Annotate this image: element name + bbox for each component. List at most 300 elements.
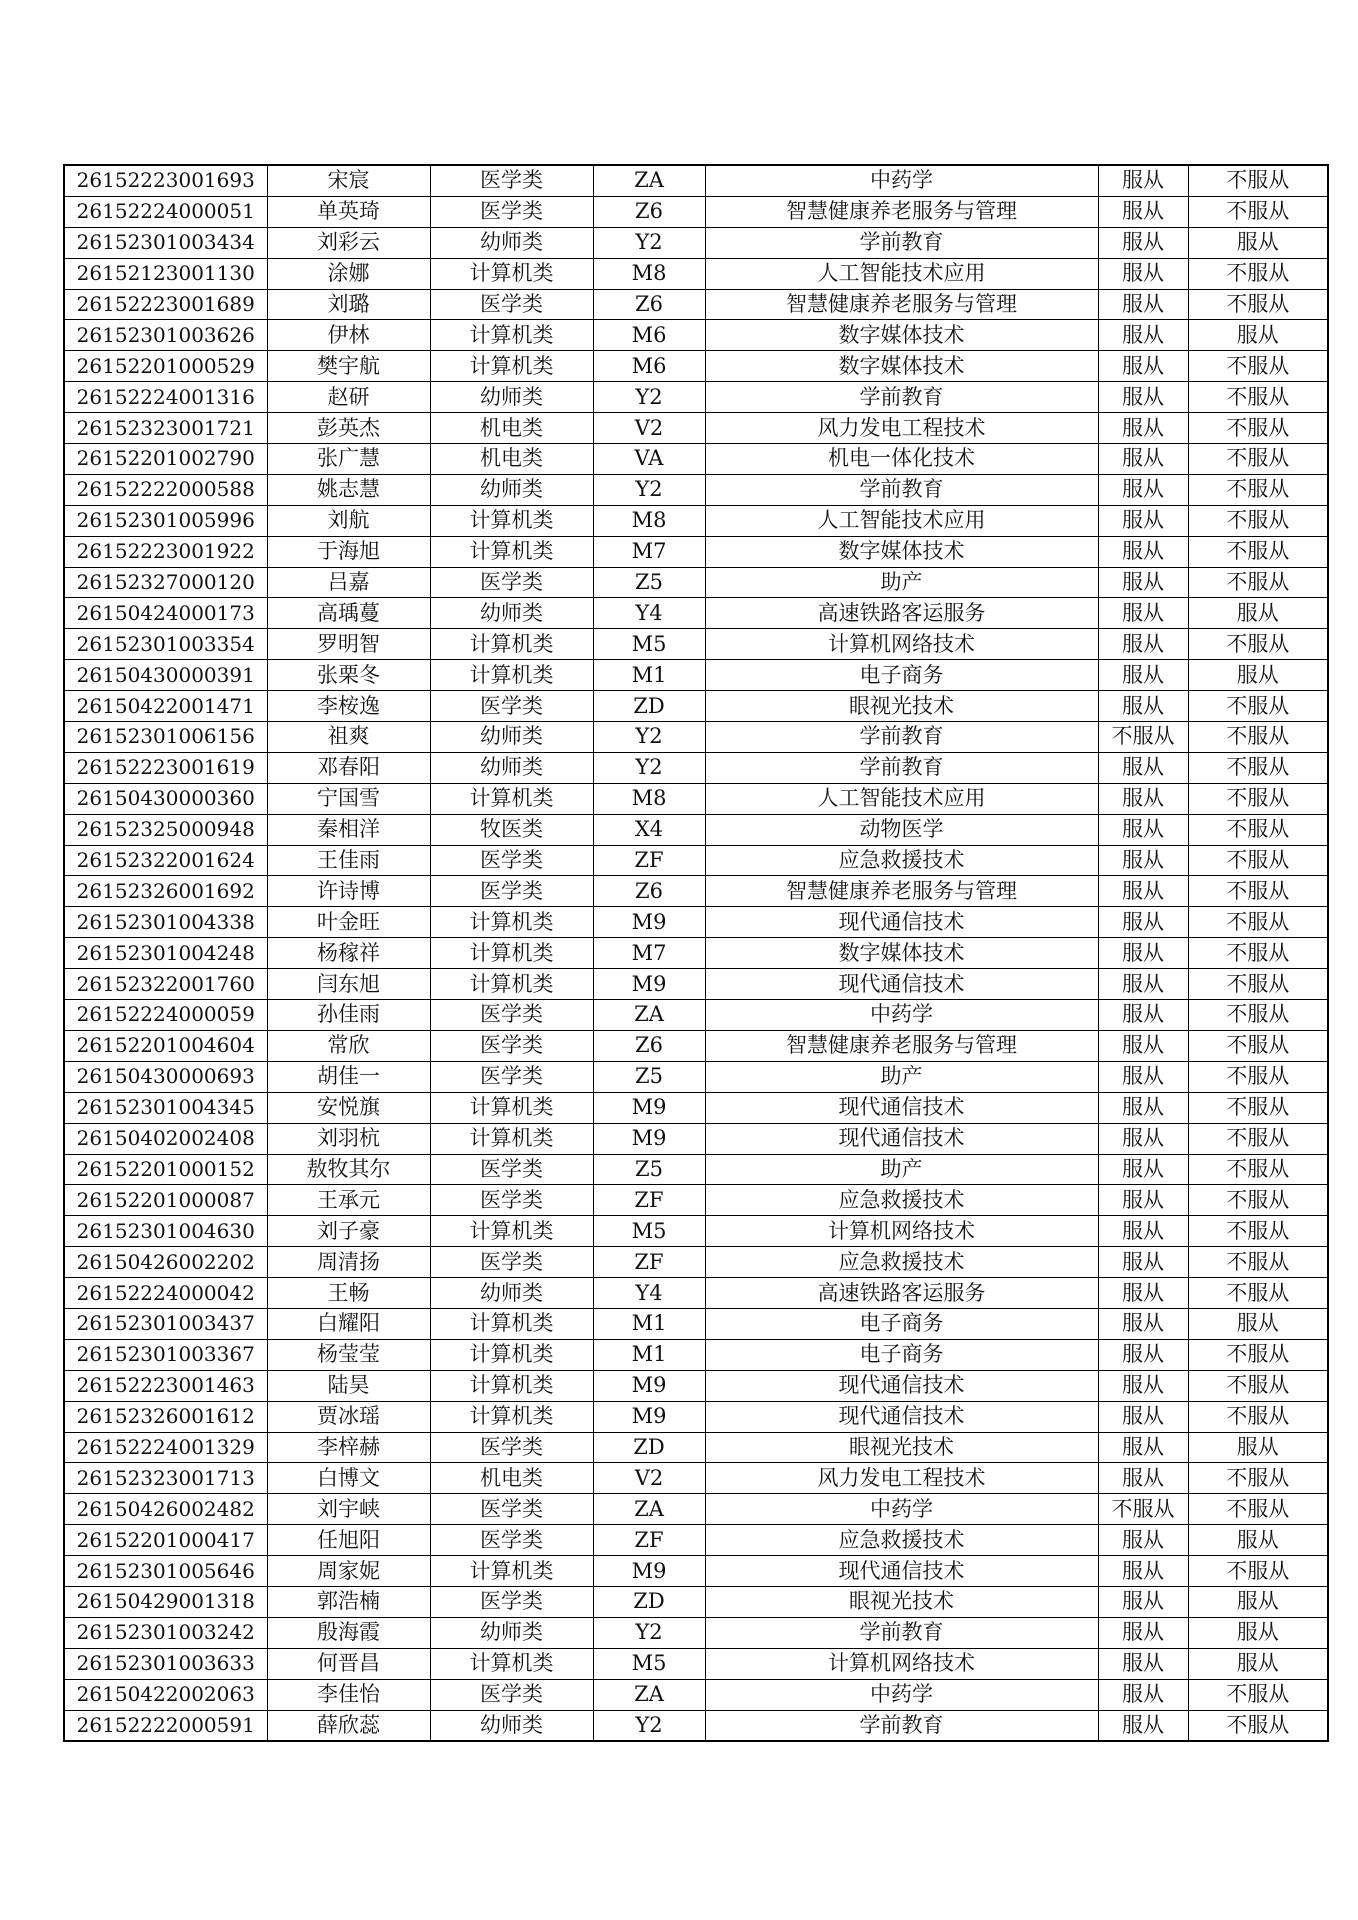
major-name-cell: 现代通信技术	[705, 1556, 1098, 1587]
adjust-school-cell: 不服从	[1188, 1000, 1328, 1031]
major-code-cell: Z6	[593, 876, 705, 907]
table-row	[64, 351, 1328, 382]
major-code-cell: Y2	[593, 1710, 705, 1741]
adjust-school-cell: 服从	[1188, 1525, 1328, 1556]
category-cell: 医学类	[430, 1000, 593, 1031]
category-cell: 计算机类	[430, 505, 593, 536]
exam-id-cell: 26152224001316	[64, 382, 267, 413]
adjust-major-cell: 服从	[1098, 351, 1188, 382]
table-row	[64, 629, 1328, 660]
adjust-major-cell: 服从	[1098, 444, 1188, 475]
major-code-cell: Z6	[593, 196, 705, 227]
major-code-cell: ZF	[593, 1247, 705, 1278]
table-row	[64, 722, 1328, 753]
exam-id-cell: 26152223001463	[64, 1370, 267, 1401]
adjust-major-cell: 服从	[1098, 227, 1188, 258]
major-code-cell: Y2	[593, 752, 705, 783]
exam-id-cell: 26152326001612	[64, 1401, 267, 1432]
adjust-school-cell: 不服从	[1188, 351, 1328, 382]
adjust-school-cell: 不服从	[1188, 907, 1328, 938]
exam-id-cell: 26150424000173	[64, 598, 267, 629]
exam-id-cell: 26152223001693	[64, 165, 267, 196]
exam-id-cell: 26152201000417	[64, 1525, 267, 1556]
major-name-cell: 现代通信技术	[705, 907, 1098, 938]
table-row	[64, 752, 1328, 783]
major-name-cell: 电子商务	[705, 1339, 1098, 1370]
major-code-cell: Y2	[593, 382, 705, 413]
major-code-cell: M9	[593, 1401, 705, 1432]
student-name-cell: 刘宇峡	[267, 1494, 430, 1525]
major-name-cell: 人工智能技术应用	[705, 505, 1098, 536]
adjust-major-cell: 服从	[1098, 1586, 1188, 1617]
category-cell: 计算机类	[430, 1370, 593, 1401]
student-name-cell: 赵研	[267, 382, 430, 413]
major-code-cell: Y2	[593, 722, 705, 753]
exam-id-cell: 26152201004604	[64, 1030, 267, 1061]
exam-id-cell: 26150422002063	[64, 1679, 267, 1710]
category-cell: 幼师类	[430, 1278, 593, 1309]
table-row	[64, 907, 1328, 938]
category-cell: 幼师类	[430, 598, 593, 629]
student-name-cell: 涂娜	[267, 258, 430, 289]
student-name-cell: 宁国雪	[267, 783, 430, 814]
table-row	[64, 536, 1328, 567]
major-name-cell: 应急救援技术	[705, 1185, 1098, 1216]
student-name-cell: 敖牧其尔	[267, 1154, 430, 1185]
student-name-cell: 李桉逸	[267, 691, 430, 722]
major-code-cell: ZF	[593, 1185, 705, 1216]
table-row	[64, 1525, 1328, 1556]
category-cell: 计算机类	[430, 1648, 593, 1679]
adjust-major-cell: 服从	[1098, 907, 1188, 938]
student-name-cell: 刘航	[267, 505, 430, 536]
category-cell: 医学类	[430, 1185, 593, 1216]
table-row	[64, 691, 1328, 722]
major-name-cell: 学前教育	[705, 1617, 1098, 1648]
category-cell: 计算机类	[430, 660, 593, 691]
major-code-cell: M9	[593, 969, 705, 1000]
major-code-cell: VA	[593, 444, 705, 475]
table-row	[64, 1308, 1328, 1339]
student-name-cell: 周清扬	[267, 1247, 430, 1278]
category-cell: 医学类	[430, 1061, 593, 1092]
major-code-cell: M5	[593, 1648, 705, 1679]
major-code-cell: M8	[593, 258, 705, 289]
adjust-major-cell: 不服从	[1098, 1494, 1188, 1525]
category-cell: 计算机类	[430, 258, 593, 289]
major-name-cell: 计算机网络技术	[705, 1216, 1098, 1247]
adjust-major-cell: 服从	[1098, 1123, 1188, 1154]
exam-id-cell: 26152224000042	[64, 1278, 267, 1309]
student-name-cell: 高瑀蔓	[267, 598, 430, 629]
major-code-cell: M7	[593, 536, 705, 567]
major-code-cell: V2	[593, 1463, 705, 1494]
adjust-school-cell: 不服从	[1188, 1278, 1328, 1309]
table-row	[64, 227, 1328, 258]
category-cell: 幼师类	[430, 1617, 593, 1648]
category-cell: 计算机类	[430, 629, 593, 660]
major-name-cell: 中药学	[705, 1000, 1098, 1031]
major-code-cell: M9	[593, 1370, 705, 1401]
student-name-cell: 伊林	[267, 320, 430, 351]
exam-id-cell: 26152201000152	[64, 1154, 267, 1185]
major-code-cell: M1	[593, 1339, 705, 1370]
adjust-school-cell: 不服从	[1188, 1061, 1328, 1092]
table-row	[64, 1370, 1328, 1401]
adjust-school-cell: 不服从	[1188, 382, 1328, 413]
adjust-school-cell: 不服从	[1188, 444, 1328, 475]
adjust-major-cell: 服从	[1098, 814, 1188, 845]
major-name-cell: 应急救援技术	[705, 1525, 1098, 1556]
adjust-major-cell: 服从	[1098, 567, 1188, 598]
major-name-cell: 眼视光技术	[705, 1432, 1098, 1463]
category-cell: 计算机类	[430, 1092, 593, 1123]
adjust-major-cell: 服从	[1098, 691, 1188, 722]
major-code-cell: Y2	[593, 474, 705, 505]
table-row	[64, 660, 1328, 691]
adjust-school-cell: 服从	[1188, 320, 1328, 351]
category-cell: 计算机类	[430, 1556, 593, 1587]
adjust-school-cell: 不服从	[1188, 1216, 1328, 1247]
adjust-school-cell: 不服从	[1188, 1494, 1328, 1525]
major-name-cell: 中药学	[705, 165, 1098, 196]
adjust-school-cell: 不服从	[1188, 289, 1328, 320]
adjust-school-cell: 不服从	[1188, 629, 1328, 660]
adjust-major-cell: 服从	[1098, 1154, 1188, 1185]
category-cell: 计算机类	[430, 938, 593, 969]
major-code-cell: M9	[593, 1123, 705, 1154]
major-code-cell: Z6	[593, 289, 705, 320]
table-row	[64, 1463, 1328, 1494]
student-name-cell: 刘子豪	[267, 1216, 430, 1247]
student-name-cell: 单英琦	[267, 196, 430, 227]
major-name-cell: 风力发电工程技术	[705, 413, 1098, 444]
adjust-school-cell: 服从	[1188, 598, 1328, 629]
adjust-major-cell: 服从	[1098, 1339, 1188, 1370]
major-code-cell: ZD	[593, 691, 705, 722]
category-cell: 幼师类	[430, 1710, 593, 1741]
table-row	[64, 165, 1328, 196]
adjust-major-cell: 服从	[1098, 629, 1188, 660]
adjust-major-cell: 服从	[1098, 969, 1188, 1000]
category-cell: 医学类	[430, 196, 593, 227]
table-row	[64, 196, 1328, 227]
exam-id-cell: 26150426002482	[64, 1494, 267, 1525]
adjust-school-cell: 不服从	[1188, 1401, 1328, 1432]
adjust-major-cell: 服从	[1098, 1000, 1188, 1031]
table-body	[64, 165, 1328, 1741]
category-cell: 医学类	[430, 1586, 593, 1617]
adjust-school-cell: 服从	[1188, 1586, 1328, 1617]
adjust-major-cell: 服从	[1098, 505, 1188, 536]
exam-id-cell: 26152301003633	[64, 1648, 267, 1679]
adjust-major-cell: 服从	[1098, 938, 1188, 969]
major-name-cell: 助产	[705, 1061, 1098, 1092]
category-cell: 计算机类	[430, 969, 593, 1000]
table-row	[64, 1216, 1328, 1247]
major-name-cell: 学前教育	[705, 1710, 1098, 1741]
adjust-school-cell: 不服从	[1188, 1339, 1328, 1370]
category-cell: 计算机类	[430, 1401, 593, 1432]
adjust-major-cell: 服从	[1098, 1247, 1188, 1278]
exam-id-cell: 26152301005646	[64, 1556, 267, 1587]
major-name-cell: 应急救援技术	[705, 845, 1098, 876]
exam-id-cell: 26152301004630	[64, 1216, 267, 1247]
adjust-school-cell: 不服从	[1188, 1679, 1328, 1710]
major-name-cell: 应急救援技术	[705, 1247, 1098, 1278]
exam-id-cell: 26152301003437	[64, 1308, 267, 1339]
major-code-cell: M8	[593, 505, 705, 536]
major-name-cell: 智慧健康养老服务与管理	[705, 196, 1098, 227]
adjust-major-cell: 服从	[1098, 660, 1188, 691]
adjust-major-cell: 服从	[1098, 1679, 1188, 1710]
major-code-cell: ZF	[593, 845, 705, 876]
major-code-cell: Y4	[593, 598, 705, 629]
student-name-cell: 郭浩楠	[267, 1586, 430, 1617]
category-cell: 计算机类	[430, 783, 593, 814]
category-cell: 牧医类	[430, 814, 593, 845]
major-name-cell: 人工智能技术应用	[705, 783, 1098, 814]
major-code-cell: ZA	[593, 165, 705, 196]
adjust-school-cell: 服从	[1188, 227, 1328, 258]
major-code-cell: M7	[593, 938, 705, 969]
category-cell: 医学类	[430, 1432, 593, 1463]
category-cell: 医学类	[430, 289, 593, 320]
major-name-cell: 眼视光技术	[705, 691, 1098, 722]
category-cell: 医学类	[430, 1679, 593, 1710]
table-row	[64, 567, 1328, 598]
student-name-cell: 何晋昌	[267, 1648, 430, 1679]
adjust-school-cell: 服从	[1188, 1308, 1328, 1339]
exam-id-cell: 26152224000051	[64, 196, 267, 227]
table-row	[64, 1679, 1328, 1710]
adjust-major-cell: 服从	[1098, 1308, 1188, 1339]
table-row	[64, 1185, 1328, 1216]
major-code-cell: ZA	[593, 1000, 705, 1031]
student-name-cell: 闫东旭	[267, 969, 430, 1000]
major-code-cell: Y4	[593, 1278, 705, 1309]
student-name-cell: 杨稼祥	[267, 938, 430, 969]
admission-table-sheet	[63, 164, 1327, 1742]
adjust-school-cell: 不服从	[1188, 505, 1328, 536]
major-name-cell: 机电一体化技术	[705, 444, 1098, 475]
student-name-cell: 张栗冬	[267, 660, 430, 691]
adjust-major-cell: 服从	[1098, 1463, 1188, 1494]
student-name-cell: 白耀阳	[267, 1308, 430, 1339]
table-row	[64, 1617, 1328, 1648]
major-code-cell: M5	[593, 1216, 705, 1247]
table-row	[64, 1401, 1328, 1432]
adjust-school-cell: 不服从	[1188, 1247, 1328, 1278]
table-row	[64, 289, 1328, 320]
adjust-major-cell: 服从	[1098, 196, 1188, 227]
adjust-major-cell: 服从	[1098, 413, 1188, 444]
exam-id-cell: 26152301004338	[64, 907, 267, 938]
category-cell: 医学类	[430, 1247, 593, 1278]
exam-id-cell: 26152223001619	[64, 752, 267, 783]
adjust-major-cell: 服从	[1098, 1617, 1188, 1648]
major-name-cell: 电子商务	[705, 1308, 1098, 1339]
category-cell: 计算机类	[430, 351, 593, 382]
exam-id-cell: 26152323001721	[64, 413, 267, 444]
adjust-major-cell: 服从	[1098, 1061, 1188, 1092]
category-cell: 计算机类	[430, 907, 593, 938]
adjust-school-cell: 不服从	[1188, 165, 1328, 196]
table-row	[64, 1154, 1328, 1185]
student-name-cell: 罗明智	[267, 629, 430, 660]
exam-id-cell: 26150426002202	[64, 1247, 267, 1278]
adjust-major-cell: 服从	[1098, 1710, 1188, 1741]
table-row	[64, 413, 1328, 444]
major-name-cell: 数字媒体技术	[705, 536, 1098, 567]
exam-id-cell: 26152301004248	[64, 938, 267, 969]
major-name-cell: 助产	[705, 567, 1098, 598]
category-cell: 医学类	[430, 876, 593, 907]
exam-id-cell: 26150430000391	[64, 660, 267, 691]
exam-id-cell: 26152301003626	[64, 320, 267, 351]
category-cell: 计算机类	[430, 1216, 593, 1247]
major-name-cell: 高速铁路客运服务	[705, 1278, 1098, 1309]
adjust-school-cell: 服从	[1188, 1617, 1328, 1648]
adjust-major-cell: 服从	[1098, 1185, 1188, 1216]
student-name-cell: 王承元	[267, 1185, 430, 1216]
major-code-cell: ZD	[593, 1432, 705, 1463]
adjust-major-cell: 服从	[1098, 845, 1188, 876]
admission-table	[63, 164, 1329, 1742]
exam-id-cell: 26152301004345	[64, 1092, 267, 1123]
table-row	[64, 1432, 1328, 1463]
adjust-school-cell: 不服从	[1188, 536, 1328, 567]
exam-id-cell: 26152322001624	[64, 845, 267, 876]
major-name-cell: 现代通信技术	[705, 1401, 1098, 1432]
student-name-cell: 樊宇航	[267, 351, 430, 382]
category-cell: 医学类	[430, 691, 593, 722]
exam-id-cell: 26152326001692	[64, 876, 267, 907]
exam-id-cell: 26150430000360	[64, 783, 267, 814]
adjust-school-cell: 不服从	[1188, 1710, 1328, 1741]
adjust-school-cell: 不服从	[1188, 845, 1328, 876]
student-name-cell: 姚志慧	[267, 474, 430, 505]
table-row	[64, 1339, 1328, 1370]
major-name-cell: 风力发电工程技术	[705, 1463, 1098, 1494]
exam-id-cell: 26150402002408	[64, 1123, 267, 1154]
student-name-cell: 安悦旗	[267, 1092, 430, 1123]
adjust-school-cell: 不服从	[1188, 1556, 1328, 1587]
student-name-cell: 李梓赫	[267, 1432, 430, 1463]
major-name-cell: 学前教育	[705, 752, 1098, 783]
major-code-cell: M6	[593, 320, 705, 351]
table-row	[64, 876, 1328, 907]
adjust-major-cell: 服从	[1098, 165, 1188, 196]
student-name-cell: 彭英杰	[267, 413, 430, 444]
adjust-school-cell: 不服从	[1188, 938, 1328, 969]
table-row	[64, 1092, 1328, 1123]
table-row	[64, 1030, 1328, 1061]
adjust-school-cell: 服从	[1188, 1648, 1328, 1679]
student-name-cell: 周家妮	[267, 1556, 430, 1587]
table-row	[64, 1123, 1328, 1154]
student-name-cell: 殷海霞	[267, 1617, 430, 1648]
exam-id-cell: 26152201000087	[64, 1185, 267, 1216]
major-code-cell: Z5	[593, 567, 705, 598]
adjust-school-cell: 不服从	[1188, 474, 1328, 505]
adjust-school-cell: 不服从	[1188, 1185, 1328, 1216]
student-name-cell: 杨莹莹	[267, 1339, 430, 1370]
exam-id-cell: 26152223001922	[64, 536, 267, 567]
student-name-cell: 张广慧	[267, 444, 430, 475]
adjust-school-cell: 不服从	[1188, 691, 1328, 722]
adjust-major-cell: 服从	[1098, 258, 1188, 289]
table-row	[64, 1278, 1328, 1309]
student-name-cell: 贾冰瑶	[267, 1401, 430, 1432]
major-code-cell: X4	[593, 814, 705, 845]
table-row	[64, 444, 1328, 475]
table-row	[64, 382, 1328, 413]
student-name-cell: 王畅	[267, 1278, 430, 1309]
table-row	[64, 1247, 1328, 1278]
major-name-cell: 现代通信技术	[705, 1092, 1098, 1123]
category-cell: 机电类	[430, 413, 593, 444]
adjust-major-cell: 服从	[1098, 536, 1188, 567]
category-cell: 计算机类	[430, 320, 593, 351]
category-cell: 机电类	[430, 444, 593, 475]
adjust-school-cell: 不服从	[1188, 413, 1328, 444]
major-name-cell: 计算机网络技术	[705, 629, 1098, 660]
table-row	[64, 258, 1328, 289]
adjust-major-cell: 服从	[1098, 1648, 1188, 1679]
adjust-major-cell: 服从	[1098, 474, 1188, 505]
major-name-cell: 中药学	[705, 1494, 1098, 1525]
exam-id-cell: 26150429001318	[64, 1586, 267, 1617]
adjust-major-cell: 服从	[1098, 1370, 1188, 1401]
adjust-school-cell: 不服从	[1188, 1092, 1328, 1123]
exam-id-cell: 26152322001760	[64, 969, 267, 1000]
adjust-school-cell: 不服从	[1188, 196, 1328, 227]
exam-id-cell: 26152222000588	[64, 474, 267, 505]
category-cell: 幼师类	[430, 382, 593, 413]
table-row	[64, 845, 1328, 876]
category-cell: 计算机类	[430, 536, 593, 567]
table-row	[64, 598, 1328, 629]
major-name-cell: 数字媒体技术	[705, 320, 1098, 351]
student-name-cell: 于海旭	[267, 536, 430, 567]
major-name-cell: 现代通信技术	[705, 1123, 1098, 1154]
category-cell: 医学类	[430, 1154, 593, 1185]
table-row	[64, 1586, 1328, 1617]
adjust-school-cell: 服从	[1188, 660, 1328, 691]
adjust-major-cell: 服从	[1098, 1216, 1188, 1247]
major-name-cell: 学前教育	[705, 474, 1098, 505]
adjust-major-cell: 服从	[1098, 1556, 1188, 1587]
table-row	[64, 320, 1328, 351]
exam-id-cell: 26150422001471	[64, 691, 267, 722]
major-name-cell: 中药学	[705, 1679, 1098, 1710]
adjust-school-cell: 不服从	[1188, 814, 1328, 845]
major-name-cell: 学前教育	[705, 722, 1098, 753]
student-name-cell: 吕嘉	[267, 567, 430, 598]
adjust-school-cell: 不服从	[1188, 1154, 1328, 1185]
category-cell: 幼师类	[430, 474, 593, 505]
adjust-school-cell: 不服从	[1188, 969, 1328, 1000]
table-row	[64, 783, 1328, 814]
table-row	[64, 1061, 1328, 1092]
exam-id-cell: 26152301003434	[64, 227, 267, 258]
major-name-cell: 动物医学	[705, 814, 1098, 845]
student-name-cell: 薛欣蕊	[267, 1710, 430, 1741]
category-cell: 医学类	[430, 1525, 593, 1556]
adjust-school-cell: 服从	[1188, 1432, 1328, 1463]
student-name-cell: 任旭阳	[267, 1525, 430, 1556]
